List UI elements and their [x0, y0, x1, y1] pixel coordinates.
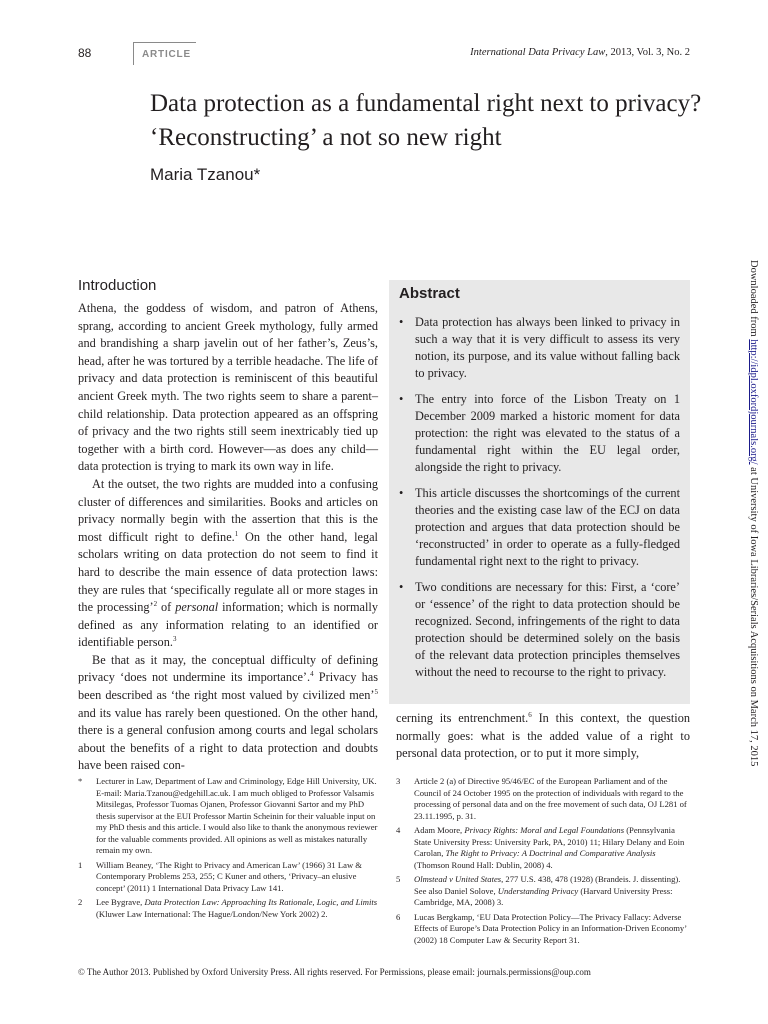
abstract-box — [389, 280, 690, 704]
intro-paragraph-3 — [78, 652, 378, 775]
footnote-text: (Thomson Round Hall: Dublin, 2008) 4. — [414, 859, 553, 870]
footnote-item — [78, 776, 378, 857]
bullet-icon: • — [399, 315, 404, 329]
footnote-text: Lucas Bergkamp, ‘EU Data Protection Policy—The Privacy Fallacy: Adverse Effects of Europe’s Data Protection Policy in an Information-Driven Economy’ (2002) 18 Computer Law & Security Report 31. — [414, 911, 687, 945]
abstract-item — [397, 391, 680, 476]
bullet-icon: • — [399, 486, 404, 500]
journal-details: , 2013, Vol. 3, No. 2 — [605, 47, 690, 58]
text-run: Be that as it may, the conceptual difficulty of defining privacy ‘does not undermine its importance’. — [78, 652, 378, 685]
text-run: On the other hand, legal scholars writing on data protection do not seem to find it hard to describe the main essence of data protection laws: they are rules that ‘specifically regulate all or more stages in the processing’ — [78, 529, 378, 615]
footnote-ref-1[interactable]: 1 — [234, 529, 239, 538]
text-run: At the outset, the two rights are mudded into a confusing cluster of differences and similarities. Books and articles on privacy normally begin with the assertion that this is the most difficult right to define. — [78, 476, 378, 544]
footnote-italic: The Right to Privacy: A Doctrinal and Comparative Analysis — [445, 848, 656, 858]
abstract-item — [397, 485, 680, 570]
footnote-text: , 277 U.S. 438, 478 (1928) (Brandeis. J. dissenting). See also Daniel Solove, — [414, 874, 681, 896]
footnote-text: Lee Bygrave, — [96, 897, 145, 907]
abstract-item — [397, 314, 680, 382]
text-run: at University of Iowa Libraries/Serials Acquisitions on March 17, 2015 — [748, 464, 759, 767]
footnote-mark: 6 — [396, 911, 401, 922]
text-run: information; which is normally defined as any information relating to an identified or identifiable person. — [78, 600, 378, 650]
abstract-item-text: The entry into force of the Lisbon Treaty on 1 December 2009 marked a historic moment for data protection: the right was elevated to the status of a fundamental right within the EU legal order, alongside the right to privacy. — [415, 392, 680, 474]
abstract-item — [397, 579, 680, 681]
text-run: of — [157, 600, 176, 615]
copyright-notice: © The Author 2013. Published by Oxford University Press. All rights reserved. For Permissions, please email: journals.permissions@oup.com — [78, 967, 591, 977]
text-run: Downloaded from — [748, 260, 759, 340]
footnote-mark: 4 — [396, 825, 401, 835]
footnotes-right-column — [396, 776, 690, 949]
footnote-item — [396, 874, 690, 909]
footnotes-left-column — [78, 776, 378, 923]
intro-paragraph-2 — [78, 476, 378, 652]
footnote-ref-3[interactable]: 3 — [172, 635, 177, 644]
footnote-ref-5[interactable]: 5 — [374, 687, 378, 696]
footnote-italic: Olmstead v United States — [414, 874, 502, 884]
footnote-text: Lecturer in Law, Department of Law and Criminology, Edge Hill University, UK. E-mail: Maria.Tzanou@edgehill.ac.uk. I am much obliged to Professor Valsamis Mitsilegas, Professor Tuomas Ojanen, Professor Giovanni Sartor and my PhD thesis supervisor at the EUI Professor Martin Scheinin for their valuable input on my PhD thesis and this article. I would also like to thank the anonymous reviewer for the valuable comments provided. All opinions as well as mistakes naturally remain my own. — [96, 776, 378, 855]
journal-site-link[interactable]: http://idpl.oxfordjournals.org/ — [748, 339, 759, 465]
article-author: Maria Tzanou* — [150, 165, 261, 184]
abstract-item-text: This article discusses the shortcomings of the current theories and the existing case law of the ECJ on data protection and argues that data protection should be ‘reconstructed’ in order to operate as a fully-fledged fundamental right next to the right to privacy. — [415, 486, 680, 568]
article-title: Data protection as a fundamental right next to privacy? ‘Reconstructing’ a not so new right — [150, 90, 702, 151]
introduction-body — [78, 300, 378, 775]
footnote-mark: 1 — [78, 859, 83, 870]
body-continuation — [396, 710, 690, 763]
text-run: In this context, the question normally goes: what is the added value of a right to personal data protection, or to put it more simply, — [396, 711, 691, 761]
footnote-item — [396, 776, 690, 822]
footnote-mark: * — [78, 776, 83, 786]
section-label: ARTICLE — [142, 49, 191, 60]
abstract-heading: Abstract — [399, 285, 460, 302]
footnote-mark: 3 — [396, 776, 401, 786]
footnote-text: Adam Moore, — [414, 825, 465, 835]
bullet-icon: • — [399, 580, 404, 594]
text-run: and its value has rarely been questioned. On the other hand, there is a general confusion among courts and legal scholars about the benefits of a right to data protection and doubts have been raised con- — [78, 705, 378, 773]
footnote-mark: 2 — [78, 897, 83, 907]
footnote-ref-2[interactable]: 2 — [153, 600, 158, 608]
footnote-item — [396, 825, 690, 871]
footnote-item — [396, 912, 690, 947]
text-run: Privacy has been described as ‘the right most valued by civilized men’ — [78, 670, 378, 703]
footnote-item — [78, 860, 378, 895]
abstract-item-text: Two conditions are necessary for this: First, a ‘core’ or ‘essence’ of the right to data protection should be recognized. Second, infringements of the right to data protection should be determined solely on the basis of the relevant data protection principles themselves without the need to recourse to the right to privacy. — [415, 580, 680, 679]
text-run: cerning its entrenchment. — [396, 711, 529, 725]
abstract-item-text: Data protection has always been linked to privacy in such a way that it is very difficult to assess its very notion, its purpose, and its value without falling back to privacy. — [415, 315, 680, 380]
footnote-mark: 5 — [396, 874, 401, 884]
footnote-text: Article 2 (a) of Directive 95/46/EC of the European Parliament and of the Council of 24 October 1995 on the protection of individuals with regard to the processing of personal data and on the free movement of such data, OJ L281 of 23.11.1995, p. 31. — [414, 776, 687, 821]
footnote-ref-4[interactable]: 4 — [310, 670, 314, 679]
footnote-text: (Kluwer Law International: The Hague/London/New York 2002) 2. — [96, 908, 328, 919]
italic-run: personal — [175, 600, 219, 615]
footnote-text: William Beaney, ‘The Right to Privacy and American Law’ (1966) 31 Law & Contemporary Problems 253, 255; C Kuner and others, ‘Privacy–an elusive concept’ (2011) 1 International Data Privacy Law 141. — [96, 859, 362, 893]
page-number: 88 — [78, 46, 92, 60]
footnote-italic: Data Protection Law: Approaching Its Rationale, Logic, and Limits — [144, 897, 378, 907]
footnote-text: (Pennsylvania State University Press: University Park, PA, 2010) 11; Hilary Delany and Eoin Carolan, — [414, 825, 685, 858]
footnote-item — [78, 897, 378, 920]
footnote-italic: Understanding Privacy — [497, 885, 579, 896]
intro-paragraph-1: Athena, the goddess of wisdom, and patron of Athens, sprang, according to ancient Greek mythology, fully armed and brandishing a sharp javelin out of her father’s, Zeus’s, head, after he was tortured by a terrible headache. The life of privacy and data protection is reminiscent of this beautiful ancient Greek myth. The two rights seem to share a parent–child relationship. Data protection appeared as an offspring of privacy and the two rights still seem inextricably tied up together with a birth cord. However—as does any child—data protection is trying to mark its own way in life. — [78, 301, 378, 474]
footnote-italic: Privacy Rights: Moral and Legal Foundations — [464, 825, 625, 835]
download-notice — [748, 260, 759, 766]
abstract-list — [397, 314, 680, 690]
footnote-text: (Harvard University Press: Cambridge, MA, 2008) 3. — [414, 885, 673, 907]
journal-citation — [470, 47, 690, 58]
journal-name: International Data Privacy Law — [470, 47, 606, 58]
download-sidebar — [745, 260, 763, 770]
bullet-icon: • — [399, 392, 404, 406]
footnote-ref-6[interactable]: 6 — [528, 710, 532, 719]
introduction-heading: Introduction — [78, 277, 157, 294]
